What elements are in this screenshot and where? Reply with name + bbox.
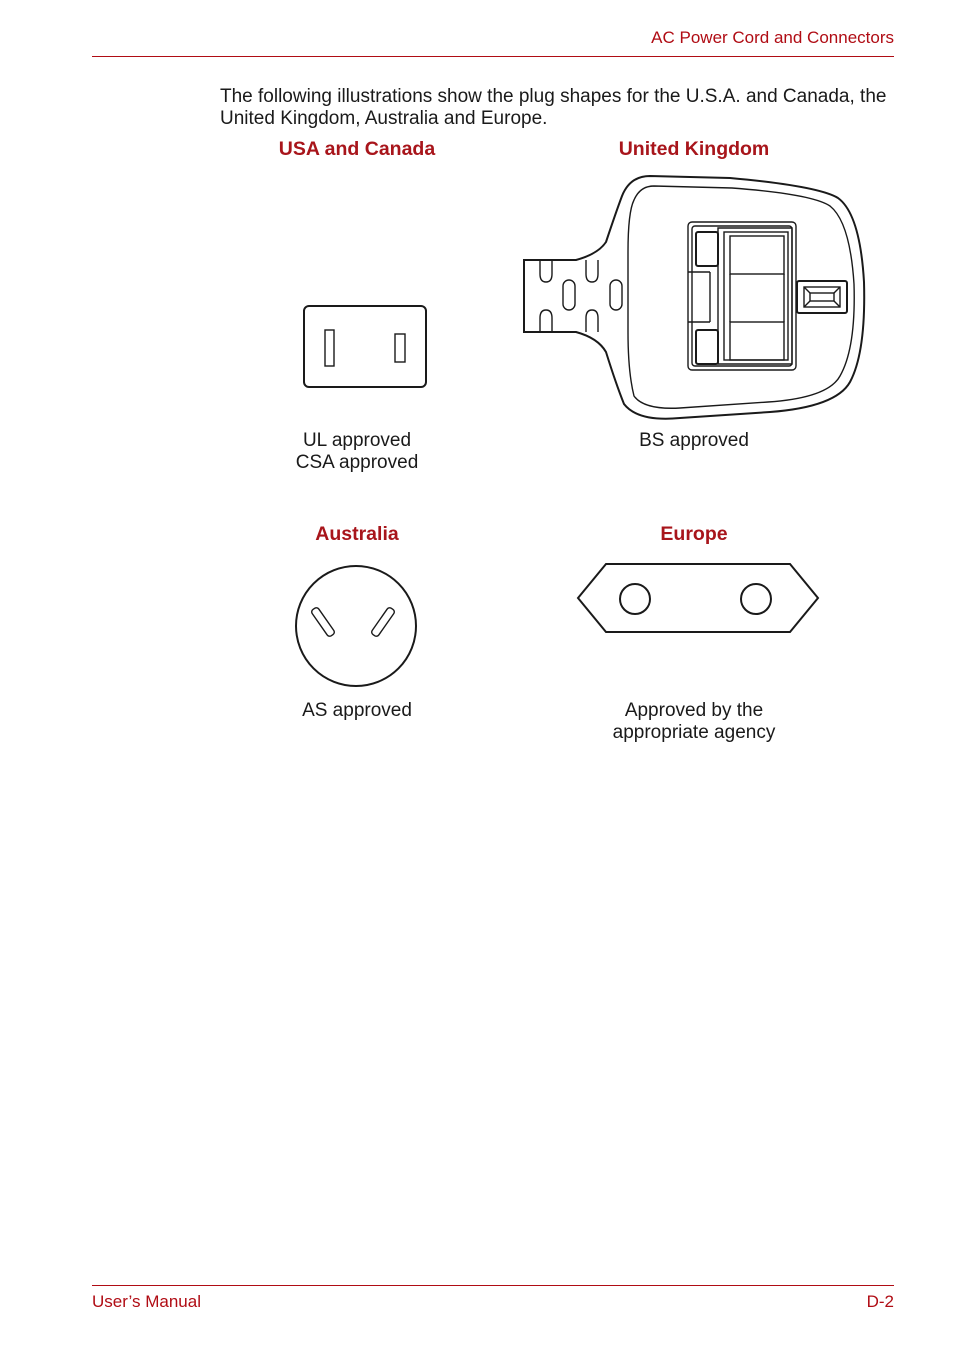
plug-heading-usa-canada: USA and Canada xyxy=(278,138,436,160)
plug-caption-usa-canada xyxy=(207,430,507,474)
plug-caption-europe xyxy=(544,700,844,744)
section-title: AC Power Cord and Connectors xyxy=(651,28,894,47)
plug-heading-europe: Europe xyxy=(660,523,728,545)
europe-plug-illustration xyxy=(576,562,820,634)
caption-line: CSA approved xyxy=(295,452,419,473)
australia-plug-illustration xyxy=(294,564,418,688)
plug-heading-united-kingdom: United Kingdom xyxy=(618,138,770,160)
footer-rule xyxy=(92,1285,894,1286)
footer-manual-title: User’s Manual xyxy=(92,1292,201,1311)
header-rule xyxy=(92,56,894,57)
caption-line: BS approved xyxy=(639,430,749,451)
usa-canada-plug-illustration xyxy=(303,305,427,388)
plug-caption-united-kingdom xyxy=(544,430,844,452)
caption-line: AS approved xyxy=(302,700,412,721)
plug-caption-australia xyxy=(207,700,507,722)
united-kingdom-plug-illustration xyxy=(520,172,870,424)
caption-line: Approved by the xyxy=(624,700,764,721)
caption-line: appropriate agency xyxy=(612,722,776,743)
intro-paragraph: The following illustrations show the plug shapes for the U.S.A. and Canada, the United Kingdom, Australia and Europe. xyxy=(220,86,887,129)
plug-heading-australia: Australia xyxy=(315,523,399,545)
caption-line: UL approved xyxy=(302,430,412,451)
footer-page-number: D-2 xyxy=(866,1292,894,1311)
